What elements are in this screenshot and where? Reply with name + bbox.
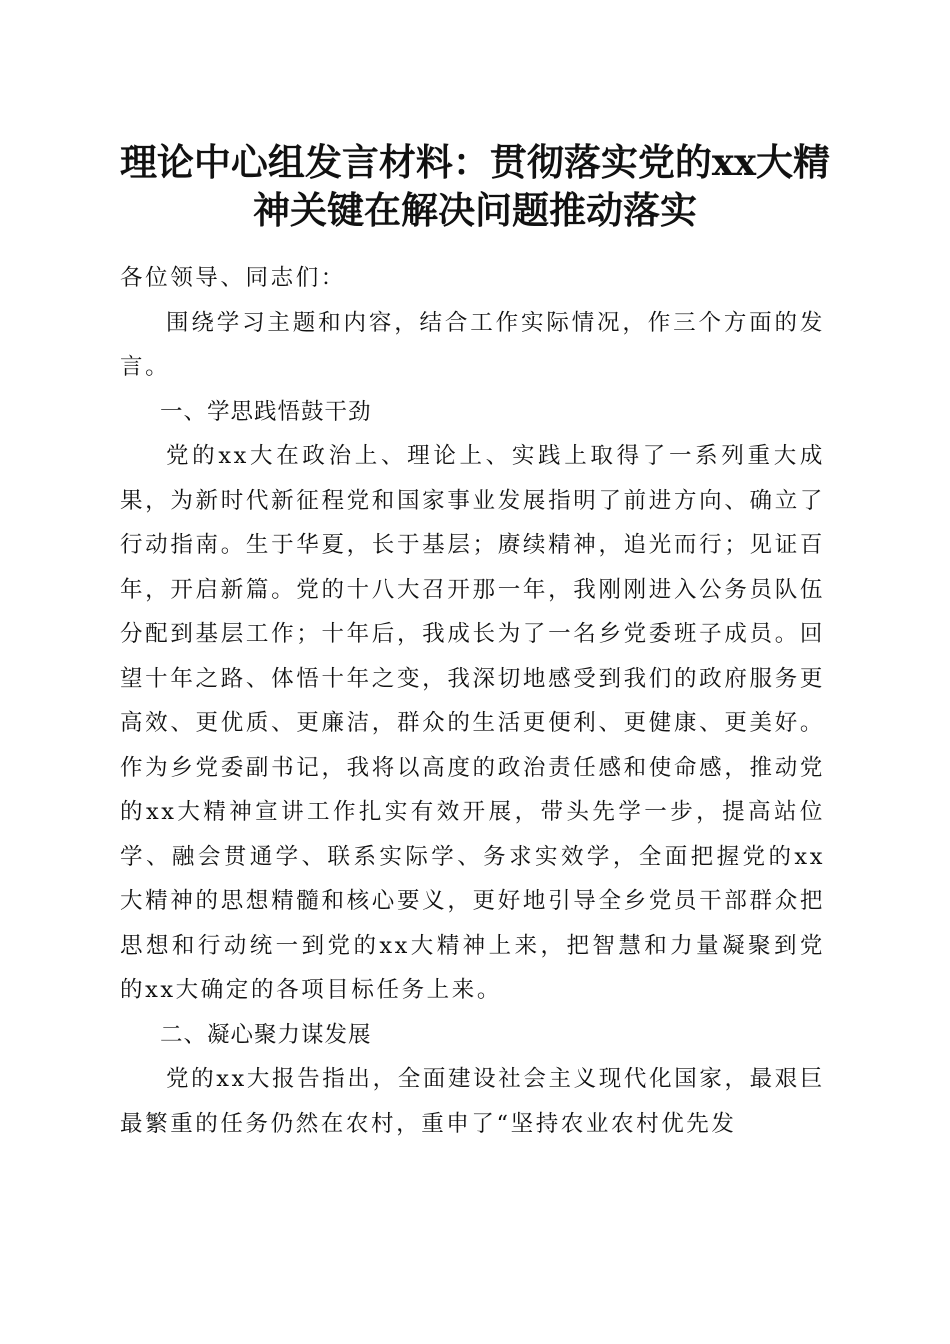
document-title (100, 138, 850, 234)
intro-paragraph: 围绕学习主题和内容，结合工作实际情况，作三个方面的发言。 (120, 309, 825, 380)
section-1-heading: 一、学思践悟鼓干劲 (160, 398, 372, 425)
title-line-2: 神关键在解决问题推动落实 (253, 188, 697, 232)
section-1-paragraph: 党的xx大在政治上、理论上、实践上取得了一系列重大成果，为新时代新征程党和国家事业发展指明了前进方向、确立了行动指南。生于华夏，长于基层；赓续精神，追光而行；见证百年，开启新篇。党的十八大召开那一年，我刚刚进入公务员队伍分配到基层工作；十年后，我成长为了一名乡党委班子成员。回望十年之路、体悟十年之变，我深切地感受到我们的政府服务更高效、更优质、更廉洁，群众的生活更便利、更健康、更美好。作为乡党委副书记，我将以高度的政治责任感和使命感，推动党的xx大精神宣讲工作扎实有效开展，带头先学一步，提高站位学、融会贯通学、联系实际学、务求实效学，全面把握党的xx大精神的思想精髓和核心要义，更好地引导全乡党员干部群众把思想和行动统一到党的xx大精神上来，把智慧和力量凝聚到党的xx大确定的各项目标任务上来。 (120, 443, 825, 1003)
section-2-paragraph: 党的xx大报告指出，全面建设社会主义现代化国家，最艰巨最繁重的任务仍然在农村，重申了“坚持农业农村优先发 (120, 1066, 825, 1137)
section-2-heading: 二、凝心聚力谋发展 (160, 1021, 372, 1048)
title-line-1: 理论中心组发言材料：贯彻落实党的xx大精 (119, 140, 831, 184)
document-body (120, 256, 825, 1146)
salutation: 各位领导、同志们： (120, 265, 346, 291)
